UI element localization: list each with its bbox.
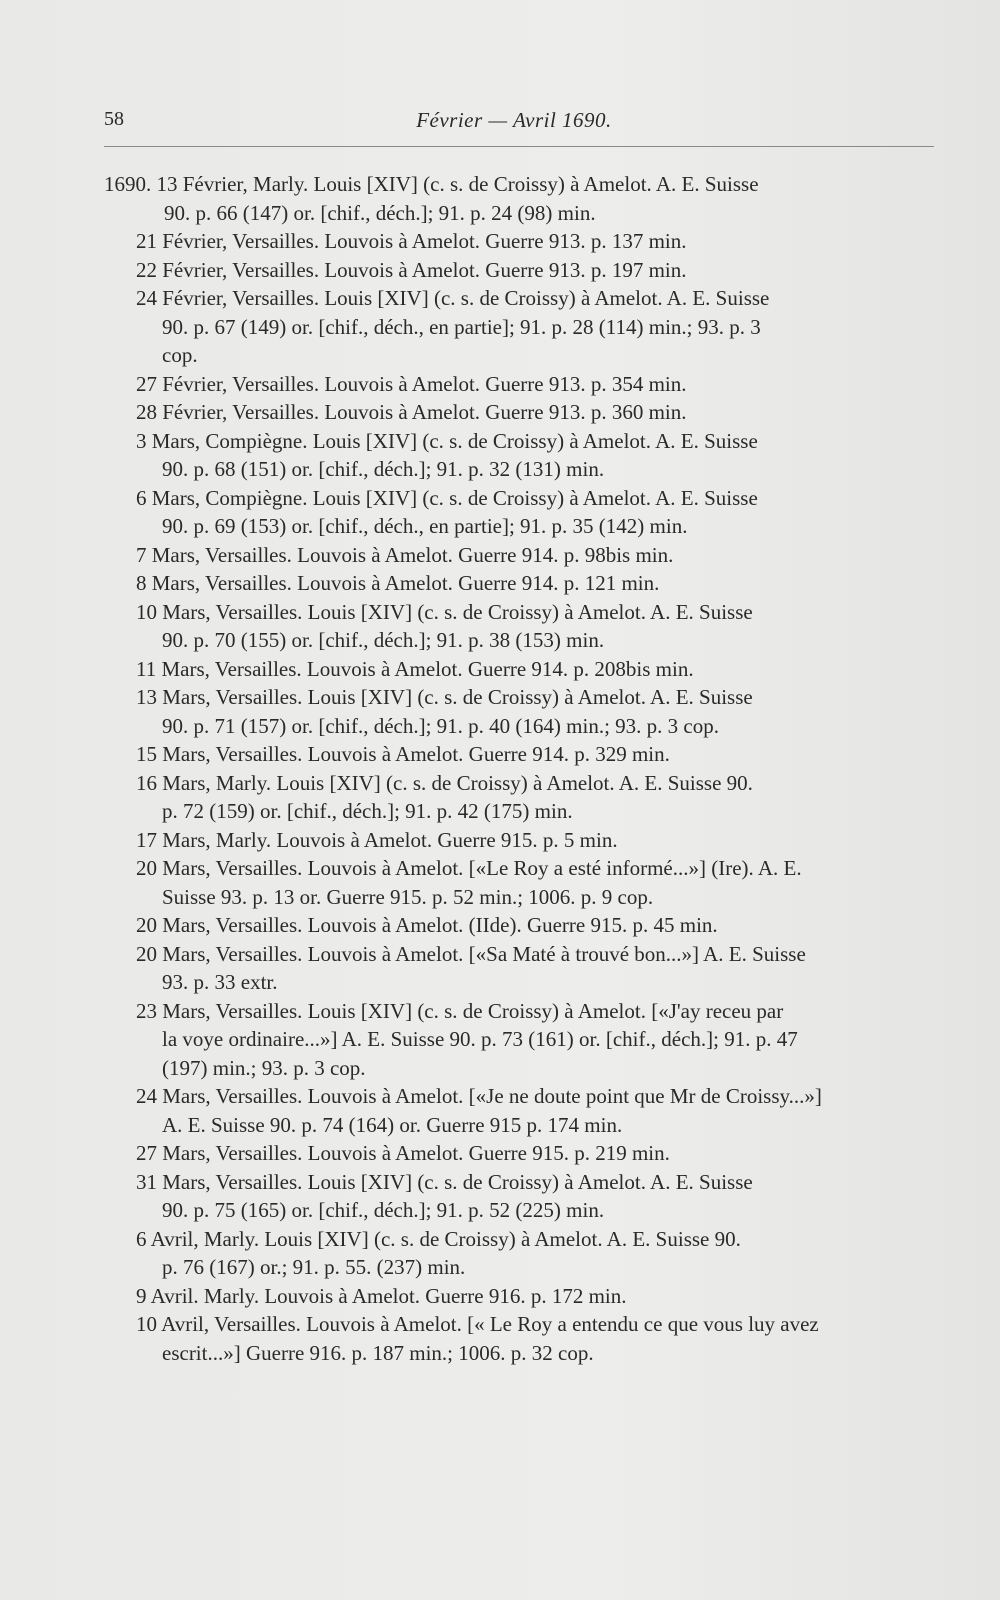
entry [104, 940, 944, 997]
entry-line-3: (197) min.; 93. p. 3 cop. [162, 1055, 366, 1080]
entry-line-2: 90. p. 66 (147) or. [chif., déch.]; 91. p. 24 (98) min. [164, 200, 596, 225]
entry [104, 854, 944, 911]
entry-line-1: 6 Avril, Marly. Louis [XIV] (c. s. de Croissy) à Amelot. A. E. Suisse 90. [136, 1226, 741, 1251]
entry [104, 769, 944, 826]
entry-line-2: escrit...»] Guerre 916. p. 187 min.; 1006. p. 32 cop. [162, 1340, 594, 1365]
entry [104, 398, 944, 427]
entry [104, 569, 944, 598]
entry-line-1: 10 Avril, Versailles. Louvois à Amelot. [« Le Roy a entendu ce que vous luy avez [136, 1312, 819, 1336]
entry-line-2: p. 72 (159) or. [chif., déch.]; 91. p. 42 (175) min. [162, 799, 573, 823]
entry-list [104, 170, 944, 1367]
entry-line-1: 21 Février, Versailles. Louvois à Amelot. Guerre 913. p. 137 min. [136, 229, 687, 253]
entry [104, 826, 944, 855]
entry-line-2: Suisse 93. p. 13 or. Guerre 915. p. 52 min.; 1006. p. 9 cop. [162, 884, 654, 909]
entry [104, 1139, 944, 1168]
entry [104, 1310, 944, 1367]
entry-line-1: 13 Mars, Versailles. Louis [XIV] (c. s. de Croissy) à Amelot. A. E. Suisse [136, 685, 753, 709]
entry-line-1: 22 Février, Versailles. Louvois à Amelot. Guerre 913. p. 197 min. [136, 257, 687, 282]
entry-line-1: 31 Mars, Versailles. Louis [XIV] (c. s. de Croissy) à Amelot. A. E. Suisse [136, 1169, 753, 1194]
entry-line-1: 24 Février, Versailles. Louis [XIV] (c. s. de Croissy) à Amelot. A. E. Suisse [136, 286, 770, 310]
entry-line-1: 23 Mars, Versailles. Louis [XIV] (c. s. de Croissy) à Amelot. [«J'ay receu par [136, 998, 784, 1023]
entry [104, 740, 944, 769]
entry-line-2: 90. p. 69 (153) or. [chif., déch., en partie]; 91. p. 35 (142) min. [162, 514, 688, 538]
entry-line-2: p. 76 (167) or.; 91. p. 55. (237) min. [162, 1255, 466, 1279]
entry [104, 655, 944, 684]
entry-line-1: 16 Mars, Marly. Louis [XIV] (c. s. de Croissy) à Amelot. A. E. Suisse 90. [136, 770, 753, 795]
entry-line-1: 11 Mars, Versailles. Louvois à Amelot. Guerre 914. p. 208bis min. [136, 656, 694, 681]
page-header [104, 108, 924, 138]
entry-line-1: 10 Mars, Versailles. Louis [XIV] (c. s. de Croissy) à Amelot. A. E. Suisse [136, 599, 753, 624]
entry [104, 541, 944, 570]
entry [104, 683, 944, 740]
entry-line-1: 28 Février, Versailles. Louvois à Amelot. Guerre 913. p. 360 min. [136, 400, 687, 424]
entry [104, 1082, 944, 1139]
header-rule [104, 146, 934, 147]
entry [104, 1282, 944, 1311]
running-title: Février — Avril 1690. [416, 108, 612, 132]
entry-line-1: 3 Mars, Compiègne. Louis [XIV] (c. s. de Croissy) à Amelot. A. E. Suisse [136, 428, 758, 453]
entry-line-1: 15 Mars, Versailles. Louvois à Amelot. Guerre 914. p. 329 min. [136, 742, 670, 766]
entry-line-2: 93. p. 33 extr. [162, 970, 278, 994]
entry [104, 427, 944, 484]
entry-line-1: 8 Mars, Versailles. Louvois à Amelot. Guerre 914. p. 121 min. [136, 571, 660, 595]
entry-line-1: 20 Mars, Versailles. Louvois à Amelot. (IIde). Guerre 915. p. 45 min. [136, 913, 718, 937]
entry-line-1: 9 Avril. Marly. Louvois à Amelot. Guerre 916. p. 172 min. [136, 1283, 627, 1308]
entry-line-2: 90. p. 67 (149) or. [chif., déch., en partie]; 91. p. 28 (114) min.; 93. p. 3 [162, 314, 761, 339]
entry-line-1: 20 Mars, Versailles. Louvois à Amelot. [«Le Roy a esté informé...»] (Ire). A. E. [136, 856, 802, 880]
entry-line-1: 6 Mars, Compiègne. Louis [XIV] (c. s. de Croissy) à Amelot. A. E. Suisse [136, 485, 758, 510]
entry-line-2: A. E. Suisse 90. p. 74 (164) or. Guerre 915 p. 174 min. [162, 1112, 623, 1137]
entry-line-1: 20 Mars, Versailles. Louvois à Amelot. [«Sa Maté à trouvé bon...»] A. E. Suisse [136, 941, 806, 966]
entry-line-2: 90. p. 75 (165) or. [chif., déch.]; 91. p. 52 (225) min. [162, 1198, 605, 1222]
entry-line-1: 24 Mars, Versailles. Louvois à Amelot. [«Je ne doute point que Mr de Croissy...»] [136, 1084, 822, 1108]
entry-line-1: 17 Mars, Marly. Louvois à Amelot. Guerre 915. p. 5 min. [136, 827, 618, 852]
entry-line-1: 27 Mars, Versailles. Louvois à Amelot. Guerre 915. p. 219 min. [136, 1141, 670, 1165]
entry [104, 227, 944, 256]
entry-line-1: 1690. 13 Février, Marly. Louis [XIV] (c. s. de Croissy) à Amelot. A. E. Suisse [104, 172, 759, 196]
entry-line-2: 90. p. 71 (157) or. [chif., déch.]; 91. p. 40 (164) min.; 93. p. 3 cop. [162, 713, 719, 738]
entry-line-1: 7 Mars, Versailles. Louvois à Amelot. Guerre 914. p. 98bis min. [136, 542, 674, 567]
entry-line-2: 90. p. 70 (155) or. [chif., déch.]; 91. p. 38 (153) min. [162, 628, 605, 652]
entry [104, 1168, 944, 1225]
entry-line-2: la voye ordinaire...»] A. E. Suisse 90. p. 73 (161) or. [chif., déch.]; 91. p. 47 [162, 1027, 798, 1051]
entry [104, 256, 944, 285]
entry-line-2: 90. p. 68 (151) or. [chif., déch.]; 91. p. 32 (131) min. [162, 457, 605, 481]
entry [104, 170, 944, 227]
entry [104, 484, 944, 541]
entry-line-1: 27 Février, Versailles. Louvois à Amelot. Guerre 913. p. 354 min. [136, 371, 687, 396]
entry [104, 598, 944, 655]
entry [104, 284, 944, 370]
entry-line-3: cop. [162, 343, 198, 367]
entry [104, 370, 944, 399]
entry [104, 1225, 944, 1282]
entry [104, 997, 944, 1083]
entry [104, 911, 944, 940]
page-number: 58 [104, 108, 124, 130]
